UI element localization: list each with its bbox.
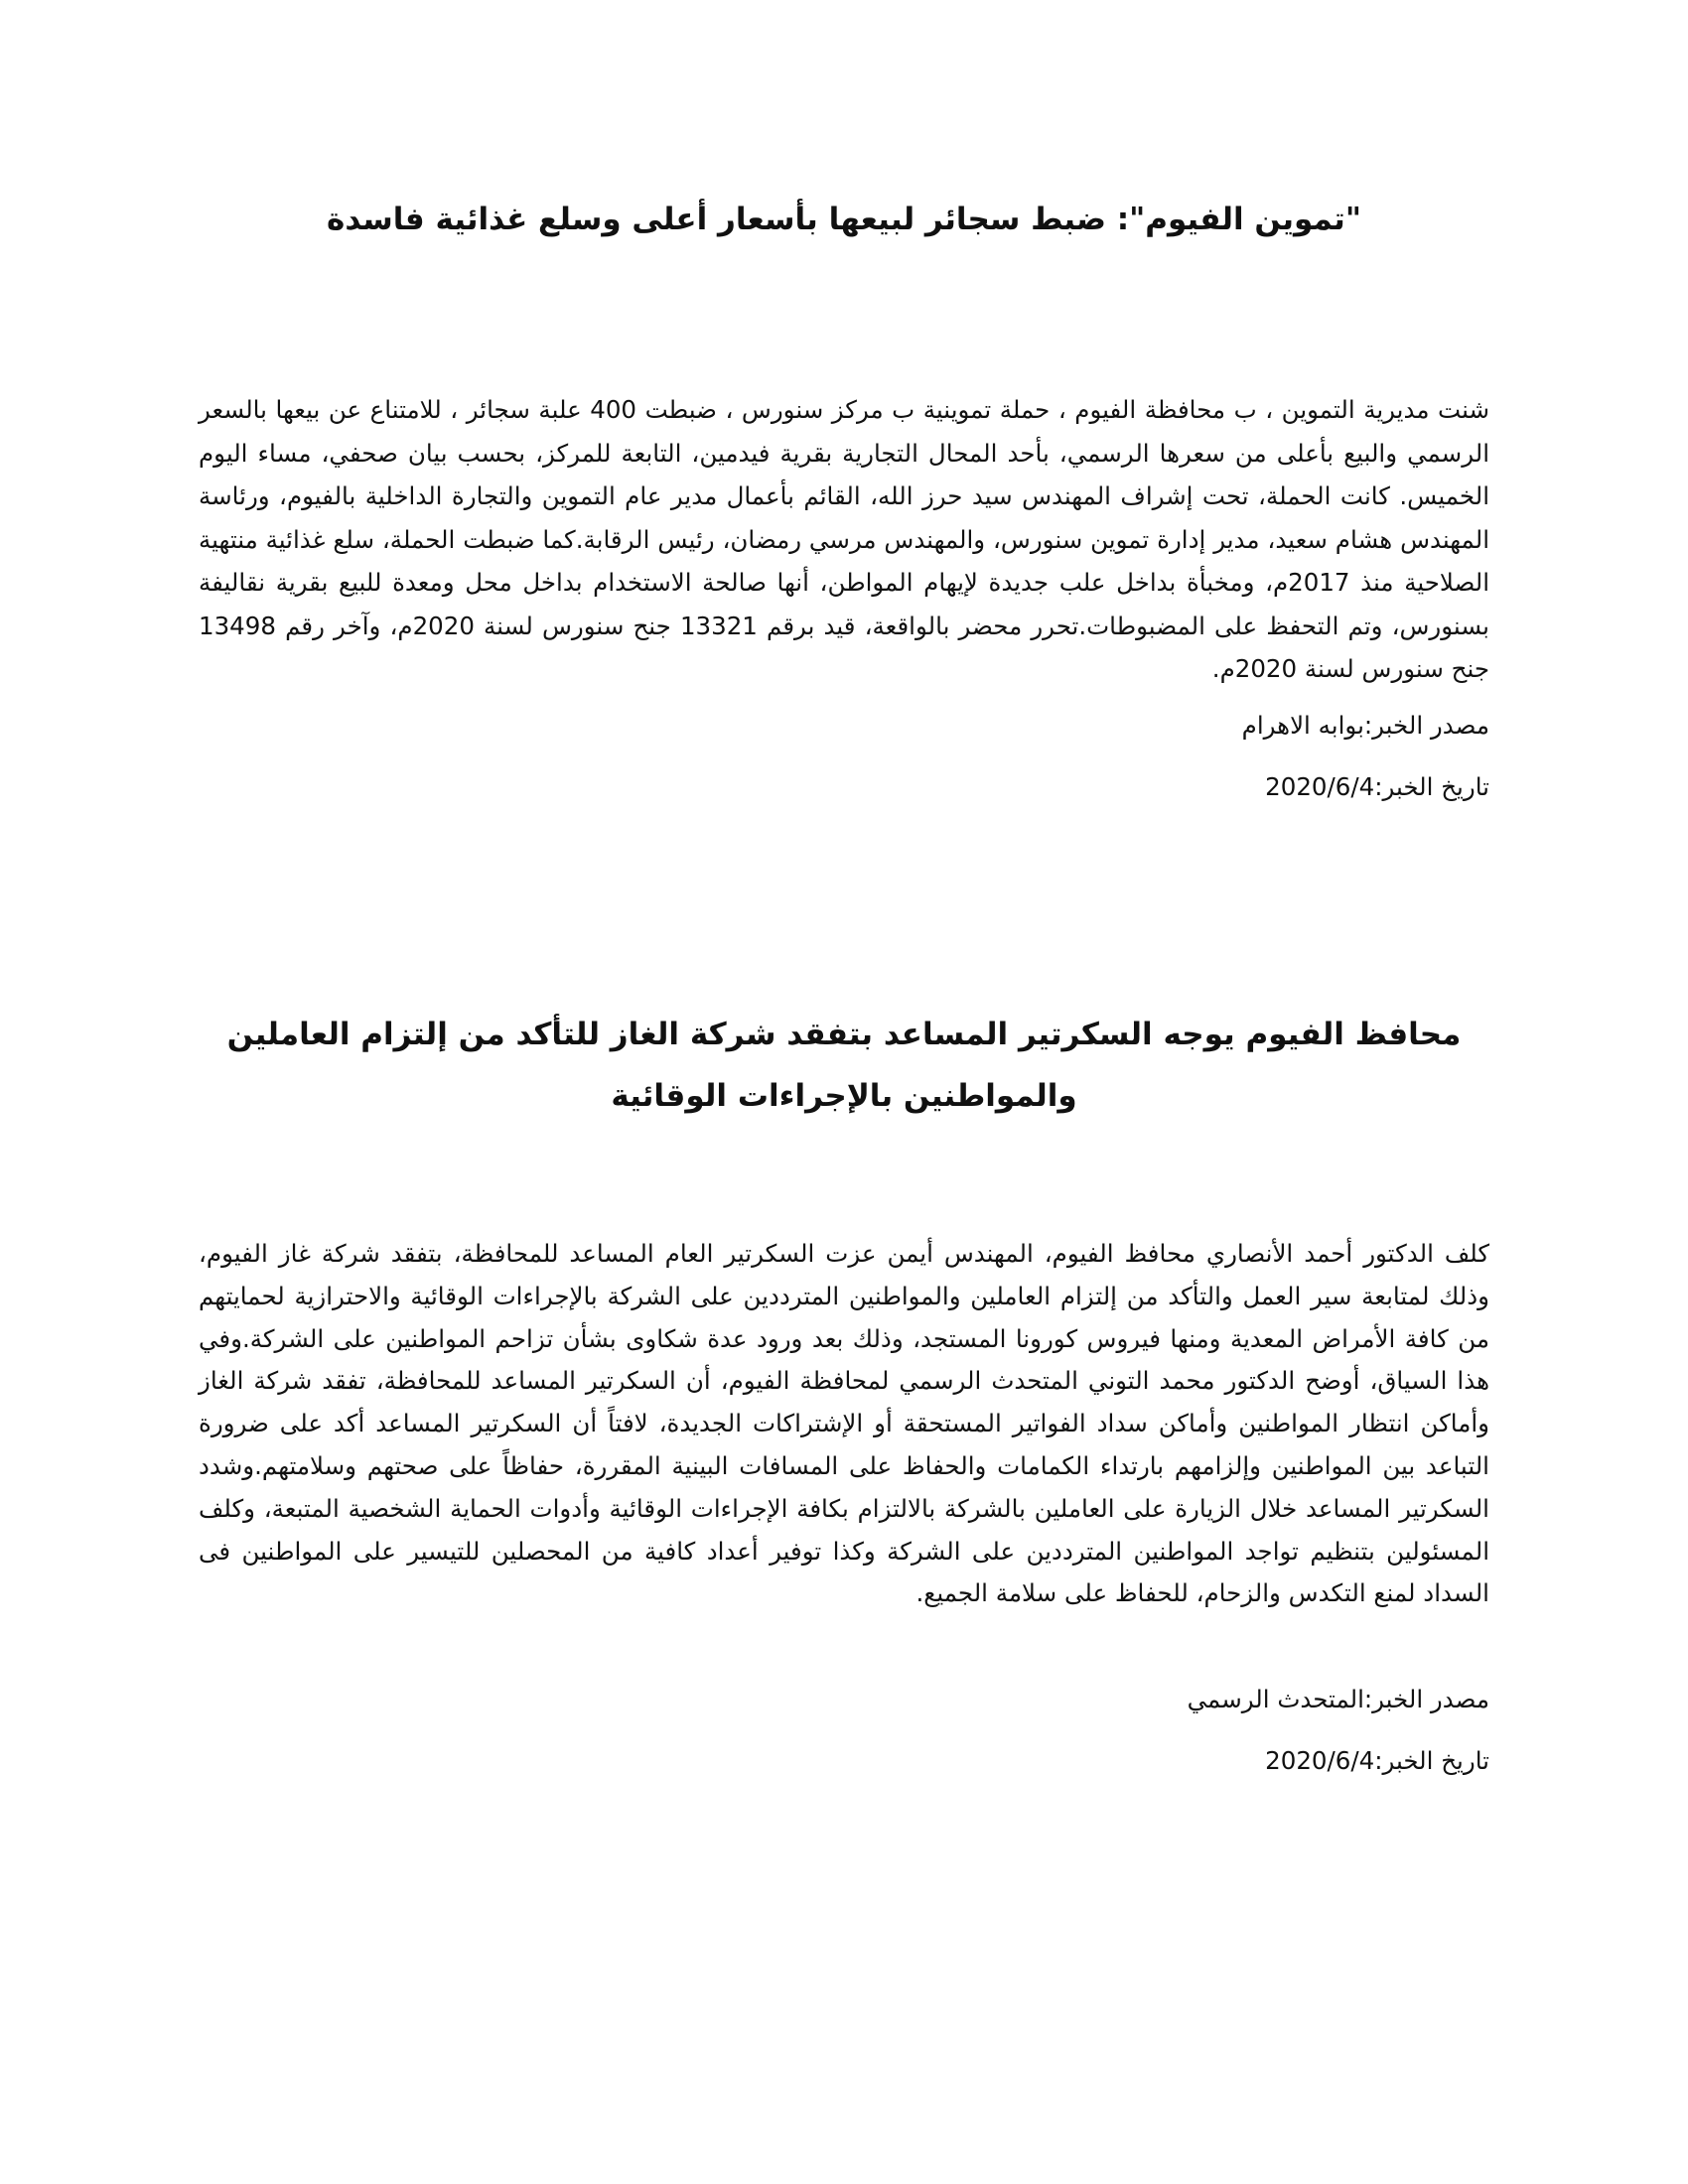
document-page xyxy=(199,0,1489,2184)
news-article xyxy=(199,189,1489,807)
article-source: مصدر الخبر:بوابه الاهرام xyxy=(1241,710,1489,740)
article-body: شنت مديرية التموين ، ب محافظة الفيوم ، حملة تموينية ب مركز سنورس ، ضبطت 400 علبة سجائر ، للامتناع عن بيعها بالسعر الرسمي والبيع بأعلى من سعرها الرسمي، بأحد المحال التجارية بقرية فيدمين، التابعة للمركز، بحسب بيان صحفي، مساء اليوم الخميس. كانت الحملة، تحت إشراف المهندس سيد حرز الله، القائم بأعمال مدير عام التموين والتجارة الداخلية بالفيوم، ورئاسة المهندس هشام سعيد، مدير إدارة تموين سنورس، والمهندس مرسي رمضان، رئيس الرقابة.كما ضبطت الحملة، سلع غذائية منتهية الصلاحية منذ 2017م، ومخبأة بداخل علب جديدة لإيهام المواطن، أنها صالحة الاستخدام بداخل محل ومعدة للبيع بقرية نقاليفة بسنورس، وتم التحفظ على المضبوطات.تحرر محضر بالواقعة، قيد برقم 13321 جنح سنورس لسنة 2020م، وآخر رقم 13498 جنح سنورس لسنة 2020م. xyxy=(199,395,1489,683)
news-article xyxy=(199,1004,1489,1781)
article-headline: "تموين الفيوم": ضبط سجائر لبيعها بأسعار أعلى وسلع غذائية فاسدة xyxy=(327,202,1361,237)
article-headline: محافظ الفيوم يوجه السكرتير المساعد بتفقد شركة الغاز للتأكد من إلتزام العاملين والمواطنين بالإجراءات الوقائية xyxy=(226,1017,1462,1114)
article-body: كلف الدكتور أحمد الأنصاري محافظ الفيوم، المهندس أيمن عزت السكرتير العام المساعد للمحافظة، بتفقد شركة غاز الفيوم، وذلك لمتابعة سير العمل والتأكد من إلتزام العاملين والمواطنين المترددين على الشركة بالإجراءات الوقائية والاحترازية لحمايتهم من كافة الأمراض المعدية ومنها فيروس كورونا المستجد، وذلك بعد ورود عدة شكاوى بشأن تزاحم المواطنين على الشركة.وفي هذا السياق، أوضح الدكتور محمد التوني المتحدث الرسمي لمحافظة الفيوم، أن السكرتير المساعد للمحافظة، تفقد شركة الغاز وأماكن انتظار المواطنين وأماكن سداد الفواتير المستحقة أو الإشتراكات الجديدة، لافتاً أن السكرتير المساعد أكد على ضرورة التباعد بين المواطنين وإلزامهم بارتداء الكمامات والحفاظ على المسافات البينية المقررة، حفاظاً على صحتهم وسلامتهم.وشدد السكرتير المساعد خلال الزيارة على العاملين بالشركة بالالتزام بكافة الإجراءات الوقائية وأدوات الحماية الشخصية المتبعة، وكلف المسئولين بتنظيم تواجد المواطنين المترددين على الشركة وكذا توفير أعداد كافية من المحصلين للتيسير على المواطنين فى السداد لمنع التكدس والزحام، للحفاظ على سلامة الجميع. xyxy=(199,1239,1489,1608)
article-source: مصدر الخبر:المتحدث الرسمي xyxy=(1187,1685,1489,1714)
article-date: تاريخ الخبر:2020/6/4 xyxy=(1265,771,1489,801)
article-date: تاريخ الخبر:2020/6/4 xyxy=(1265,1746,1489,1776)
